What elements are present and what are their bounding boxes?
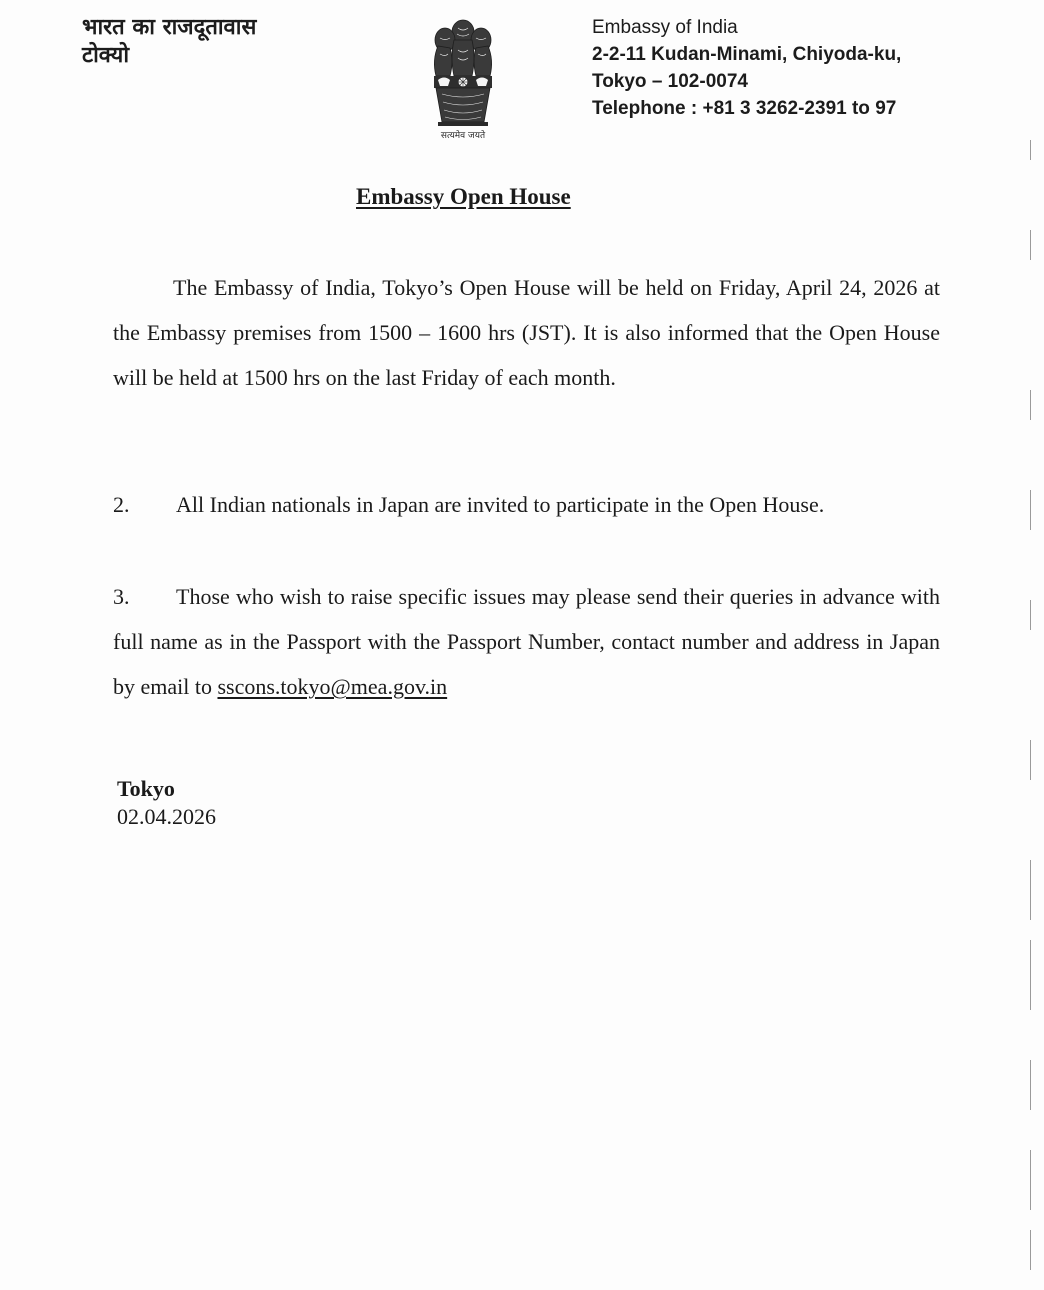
signature-date: 02.04.2026: [117, 804, 216, 829]
paragraph-3-text: Those who wish to raise specific issues may please send their queries in advance with full name as in the Passport with the Passport Number, contact number and address in Japan by email to: [113, 584, 940, 699]
emblem-motto: सत्यमेव जयते: [440, 131, 486, 141]
paragraph-2-text: All Indian nationals in Japan are invited to participate in the Open House.: [176, 492, 825, 517]
paragraph-2-number: 2.: [113, 492, 130, 517]
address-street: 2-2-11 Kudan-Minami, Chiyoda-ku,: [592, 44, 902, 65]
signature-place: Tokyo: [117, 776, 175, 801]
notice-title: Embassy Open House: [356, 184, 571, 209]
address-embassy-name: Embassy of India: [592, 17, 738, 38]
embassy-address: [592, 14, 901, 122]
hindi-embassy-name: भारत का राजदूतावास: [82, 15, 257, 40]
hindi-letterhead: [82, 14, 256, 70]
paragraph-2: [113, 482, 940, 527]
paragraph-1: [113, 265, 940, 400]
hindi-city-name: टोक्यो: [82, 43, 130, 68]
paragraph-3: [113, 574, 940, 709]
scan-edge-artifacts: [1030, 140, 1032, 1280]
address-telephone: Telephone : +81 3 3262-2391 to 97: [592, 98, 897, 119]
address-city: Tokyo – 102-0074: [592, 71, 748, 92]
contact-email-link[interactable]: sscons.tokyo@mea.gov.in: [217, 674, 448, 699]
paragraph-3-number: 3.: [113, 584, 130, 609]
paragraph-1-text: The Embassy of India, Tokyo’s Open House will be held on Friday, April 24, 2026 at the Embassy premises from 1500 – 1600 hrs (JST). It is also informed that the Open House will be held at 1500 hrs on the last Friday of each month.: [113, 275, 940, 390]
